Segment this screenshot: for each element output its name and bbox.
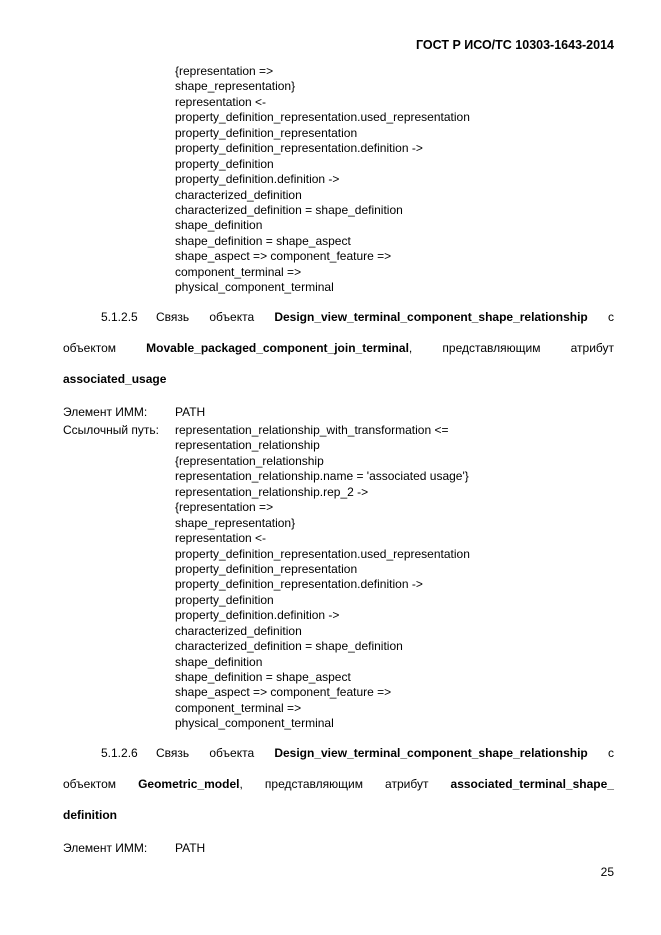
code-line: property_definition — [175, 156, 274, 171]
code-line: property_definition_representation.used_representation — [175, 110, 470, 125]
text-word: Связь — [156, 746, 190, 760]
code-line: component_terminal => — [175, 264, 302, 279]
code-line: representation <- — [175, 94, 267, 109]
code-line: shape_aspect => component_feature => — [175, 249, 392, 264]
code-line: property_definition_representation — [175, 561, 358, 576]
reference-path-block-1 — [175, 64, 470, 296]
code-line: characterized_definition = shape_definition — [175, 639, 403, 654]
code-line: characterized_definition — [175, 187, 302, 202]
code-line: representation_relationship_with_transformation <= — [175, 423, 449, 437]
code-line: characterized_definition — [175, 623, 302, 638]
attribute-name: associated_terminal_shape_ — [450, 777, 614, 791]
code-line: property_definition_representation — [175, 125, 358, 140]
code-line: property_definition_representation.definition -> — [175, 577, 423, 592]
text-word: с — [607, 310, 614, 324]
entity-name: Design_view_terminal_component_shape_relationship — [274, 310, 588, 324]
code-line: {representation_relationship — [175, 453, 324, 468]
code-line: physical_component_terminal — [175, 280, 334, 295]
code-line: shape_aspect => component_feature => — [175, 685, 392, 700]
entity-name: Design_view_terminal_component_shape_relationship — [274, 746, 588, 760]
text-word: с — [607, 746, 614, 760]
reference-path-label: Ссылочный путь: — [63, 423, 159, 437]
code-line: component_terminal => — [175, 700, 302, 715]
code-line: {representation => — [175, 64, 274, 78]
section-5-1-2-6 — [63, 746, 614, 826]
code-line: representation_relationship — [175, 438, 320, 453]
code-line: shape_definition = shape_aspect — [175, 233, 351, 248]
code-line: shape_representation} — [175, 515, 296, 530]
page-number: 25 — [600, 865, 614, 879]
text-word: объекта — [209, 746, 255, 760]
target-entity-name: Movable_packaged_component_join_terminal — [146, 341, 409, 355]
code-line: property_definition_representation.used_representation — [175, 546, 470, 561]
text-word: представляющим — [442, 341, 541, 355]
code-line: property_definition.definition -> — [175, 172, 340, 187]
text-word: представляющим — [264, 777, 363, 791]
code-line: {representation => — [175, 500, 274, 515]
element-value: PATH — [175, 405, 206, 419]
code-line: representation_relationship.name = 'associated usage'} — [175, 469, 469, 484]
code-line: shape_definition — [175, 218, 263, 233]
attribute-name: associated_usage — [63, 372, 167, 386]
text-word: атрибут — [570, 341, 614, 355]
code-line: characterized_definition = shape_definition — [175, 202, 403, 217]
code-line: shape_definition = shape_aspect — [175, 670, 351, 684]
document-header: ГОСТ Р ИСО/ТС 10303-1643-2014 — [415, 38, 614, 52]
element-value: PATH — [175, 841, 206, 855]
section-5-1-2-5 — [63, 310, 614, 390]
comma: , — [239, 777, 243, 791]
code-line: physical_component_terminal — [175, 716, 334, 731]
attribute-name-continuation: definition — [63, 808, 117, 822]
text-word: объекта — [209, 310, 255, 324]
section-number: 5.1.2.6 — [101, 746, 138, 760]
code-line: property_definition.definition -> — [175, 608, 340, 623]
code-line: property_definition_representation.definition -> — [175, 141, 423, 156]
element-label: Элемент ИММ: — [63, 841, 148, 855]
code-line: shape_definition — [175, 654, 263, 669]
comma: , — [408, 341, 413, 355]
code-line: representation_relationship.rep_2 -> — [175, 484, 369, 499]
text-word: атрибут — [385, 777, 429, 791]
code-line: property_definition — [175, 592, 274, 607]
text-word: объектом — [63, 341, 116, 355]
element-label: Элемент ИММ: — [63, 405, 148, 419]
code-line: representation <- — [175, 531, 267, 546]
target-entity-name: Geometric_model — [138, 777, 240, 791]
text-word: Связь — [156, 310, 190, 324]
text-word: объектом — [63, 777, 116, 791]
section-number: 5.1.2.5 — [101, 310, 138, 324]
reference-path-block-2 — [175, 423, 470, 732]
code-line: shape_representation} — [175, 79, 296, 94]
